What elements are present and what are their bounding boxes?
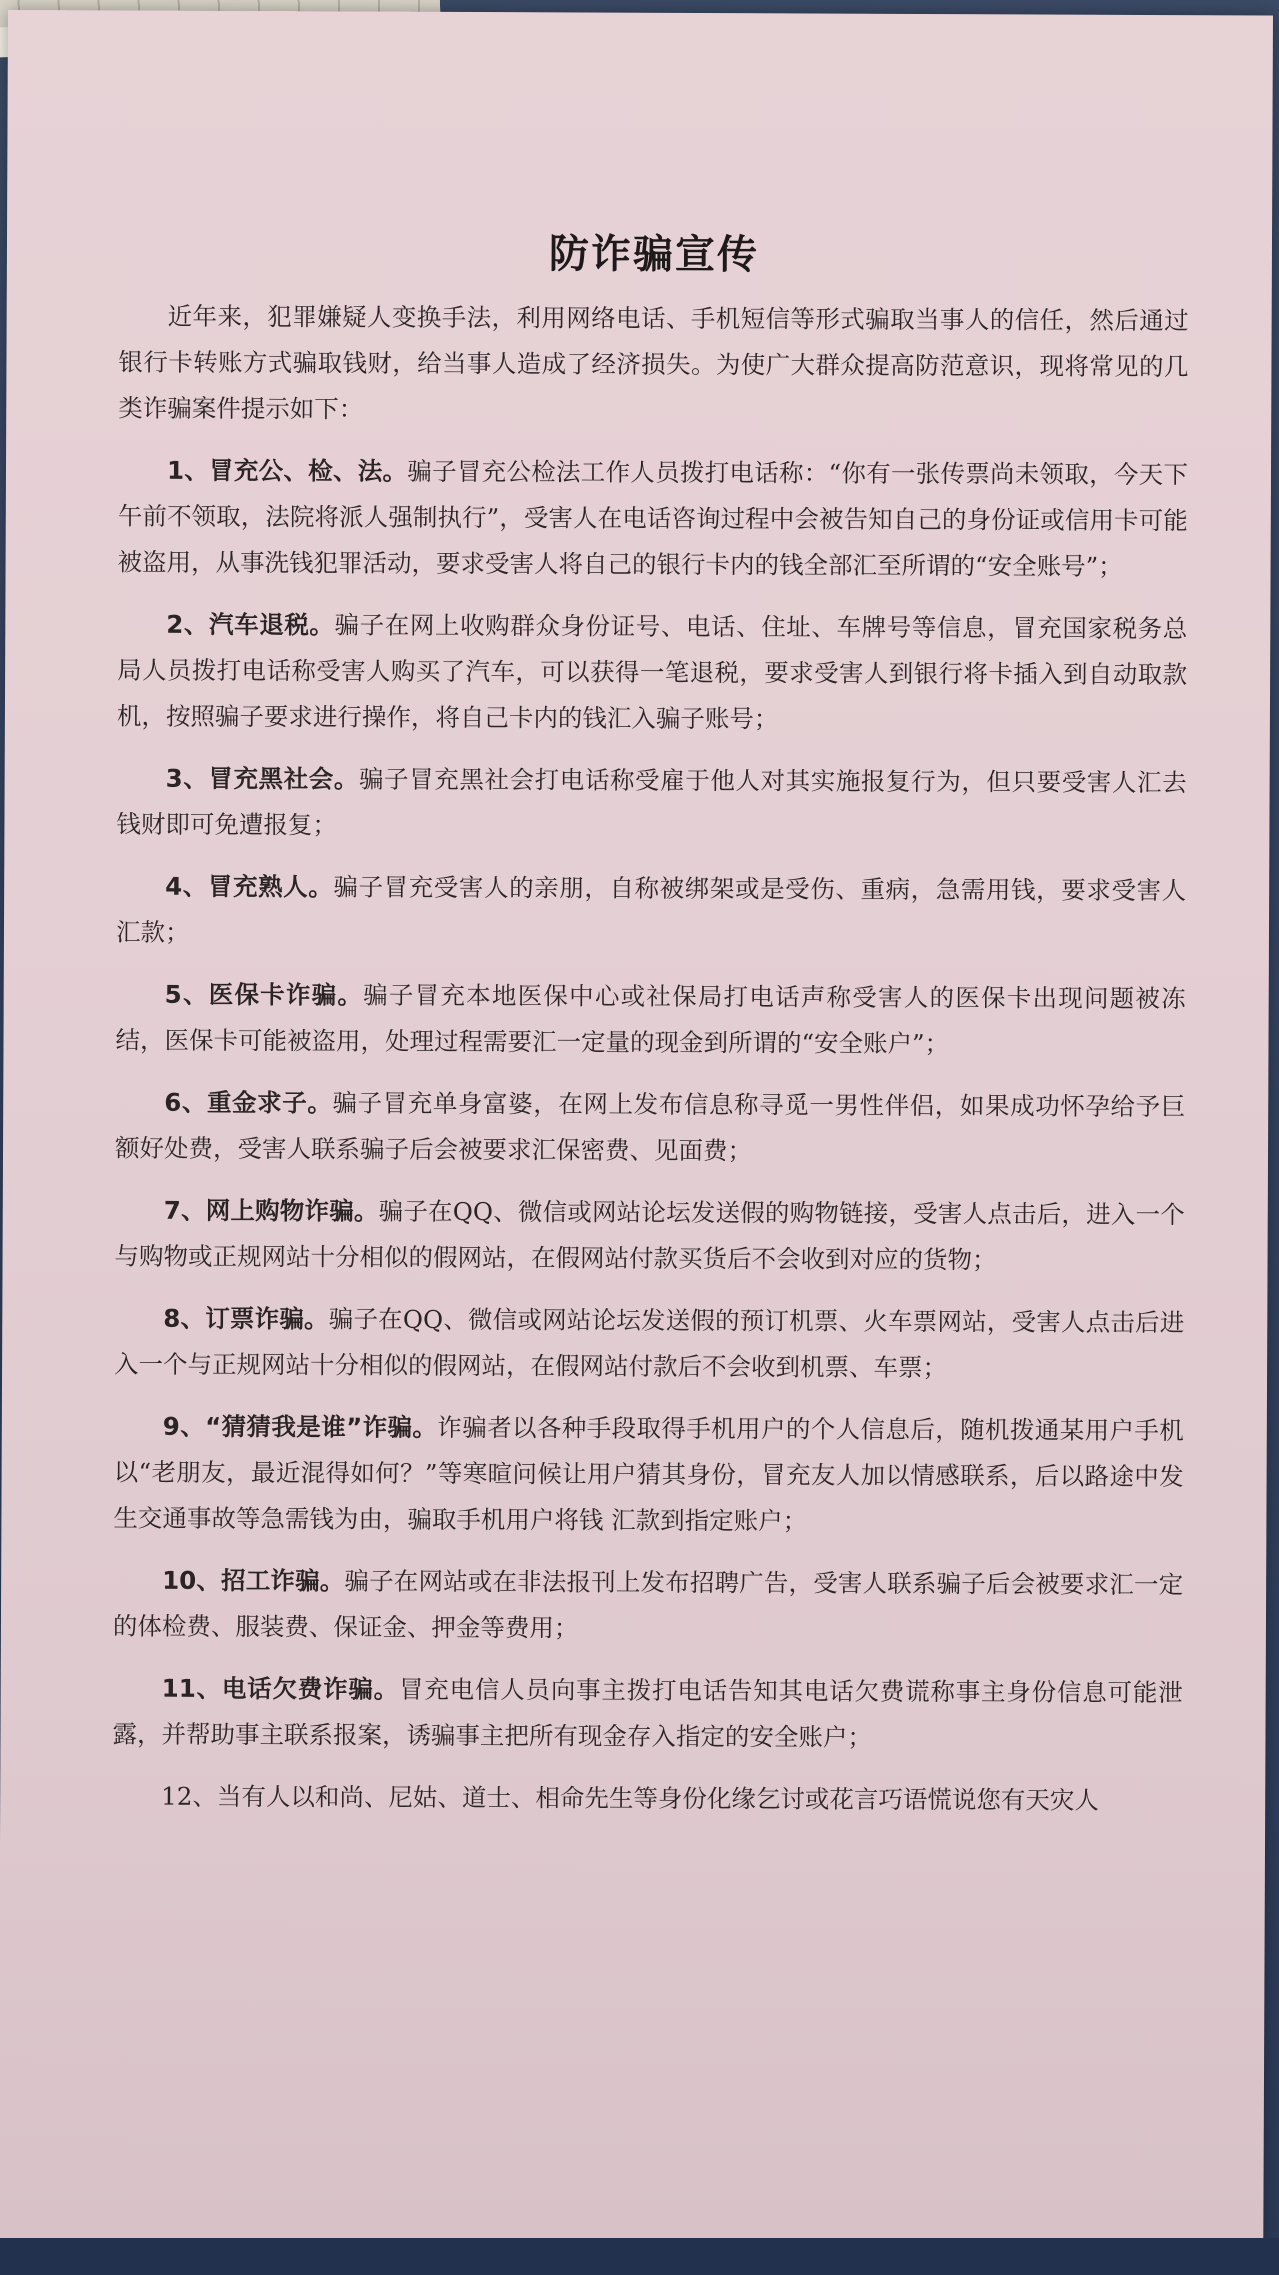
scam-item-body: 诈骗者以各种手段取得手机用户的个人信息后，随机拨通某用户手机以“老朋友，最近混得如何？”等寒暄问候让用户猜其身份，冒充友人加以情感联系，后以路途中发生交通事故等急需钱为由，骗取手机用户将钱 汇款到指定账户； <box>113 1412 1184 1536</box>
intro-paragraph: 近年来，犯罪嫌疑人变换手法，利用网络电话、手机短信等形式骗取当事人的信任，然后通过银行卡转账方式骗取钱财，给当事人造成了经济损失。为使广大群众提高防范意识，现将常见的几类诈骗案件提示如下： <box>118 301 1189 424</box>
scam-item-body: 骗子冒充本地医保中心或社保局打电话声称受害人的医保卡出现问题被冻结，医保卡可能被盗用，处理过程需要汇一定量的现金到所谓的“安全账户”； <box>115 980 1186 1059</box>
scam-item-body: 骗子在QQ、微信或网站论坛发送假的预订机票、火车票网站，受害人点击后进入一个与正规网站十分相似的假网站，在假网站付款后不会收到机票、车票； <box>114 1304 1185 1383</box>
scam-item-body: 骗子冒充黑社会打电话称受雇于他人对其实施报复行为，但只要受害人汇去钱财即可免遭报复； <box>116 764 1187 840</box>
scam-item-heading: 3、冒充黑社会。 <box>165 763 360 794</box>
scam-item-body: 骗子冒充受害人的亲朋，自称被绑架或是受伤、重病，急需用钱，要求受害人汇款； <box>115 872 1187 947</box>
scam-item-body: 骗子在QQ、微信或网站论坛发送假的购物链接，受害人点击后，进入一个与购物或正规网站十分相似的假网站，在假网站付款买货后不会收到对应的货物； <box>114 1196 1185 1275</box>
scam-item-3 <box>116 755 1186 852</box>
scam-item-heading: 11、电话欠费诈骗。 <box>161 1673 400 1704</box>
scam-item-body: 冒充电信人员向事主拨打电话告知其电话欠费谎称事主身份信息可能泄露，并帮助事主联系报案，诱骗事主把所有现金存入指定的安全账户； <box>112 1674 1183 1752</box>
scam-item-body: 12、当有人以和尚、尼姑、道士、相命先生等身份化缘乞讨或花言巧语慌说您有天灾人 <box>161 1781 1099 1815</box>
scam-item-heading: 8、订票诈骗。 <box>163 1303 329 1334</box>
scam-item-body: 骗子冒充公检法工作人员拨打电话称：“你有一张传票尚未领取，今天下午前不领取，法院将派人强制执行”，受害人在电话咨询过程中会被告知自己的身份证或信用卡可能被盗用，从事洗钱犯罪活动，要求受害人将自己的银行卡内的钱全部汇至所谓的“安全账号”； <box>117 456 1189 581</box>
scam-item-heading: 10、招工诈骗。 <box>162 1565 345 1596</box>
document-title: 防诈骗宣传 <box>548 231 760 279</box>
scam-item-2 <box>117 601 1188 744</box>
scam-item-body: 骗子冒充单身富婆，在网上发布信息称寻觅一男性伴侣，如果成功怀孕给予巨额好处费，受害人联系骗子后会被要求汇保密费、见面费； <box>114 1088 1186 1166</box>
scam-item-5 <box>115 971 1185 1068</box>
scam-item-6 <box>115 1079 1185 1176</box>
background-surface <box>0 2238 1279 2275</box>
scam-item-11 <box>112 1665 1182 1762</box>
scam-item-heading: 6、重金求子。 <box>164 1087 333 1118</box>
scam-item-body: 骗子在网上收购群众身份证号、电话、住址、车牌号等信息，冒充国家税务总局人员拨打电话称受害人购买了汽车，可以获得一笔退税，要求受害人到银行将卡插入到自动取款机，按照骗子要求进行操作，将自己卡内的钱汇入骗子账号； <box>116 610 1188 734</box>
leaflet-content <box>112 220 1189 1824</box>
scam-item-10 <box>113 1557 1183 1654</box>
scam-item-body: 骗子在网站或在非法报刊上发布招聘广告，受害人联系骗子后会被要求汇一定的体检费、服装费、保证金、押金等费用； <box>112 1566 1184 1643</box>
scam-item-heading: 9、“猜猜我是谁”诈骗。 <box>162 1411 438 1442</box>
scam-item-9 <box>113 1403 1184 1546</box>
scam-item-1 <box>117 447 1188 590</box>
scam-item-heading: 1、冒充公、检、法。 <box>166 455 408 486</box>
scam-item-heading: 2、汽车退税。 <box>166 609 335 640</box>
scam-item-4 <box>116 863 1186 960</box>
scam-item-8 <box>114 1295 1184 1392</box>
scam-item-7 <box>114 1187 1184 1284</box>
scam-item-heading: 7、网上购物诈骗。 <box>163 1195 379 1226</box>
leaflet-paper <box>0 10 1273 2245</box>
scam-item-heading: 4、冒充熟人。 <box>165 871 334 902</box>
scam-item-heading: 5、医保卡诈骗。 <box>164 979 364 1010</box>
scam-item-12 <box>112 1773 1182 1824</box>
